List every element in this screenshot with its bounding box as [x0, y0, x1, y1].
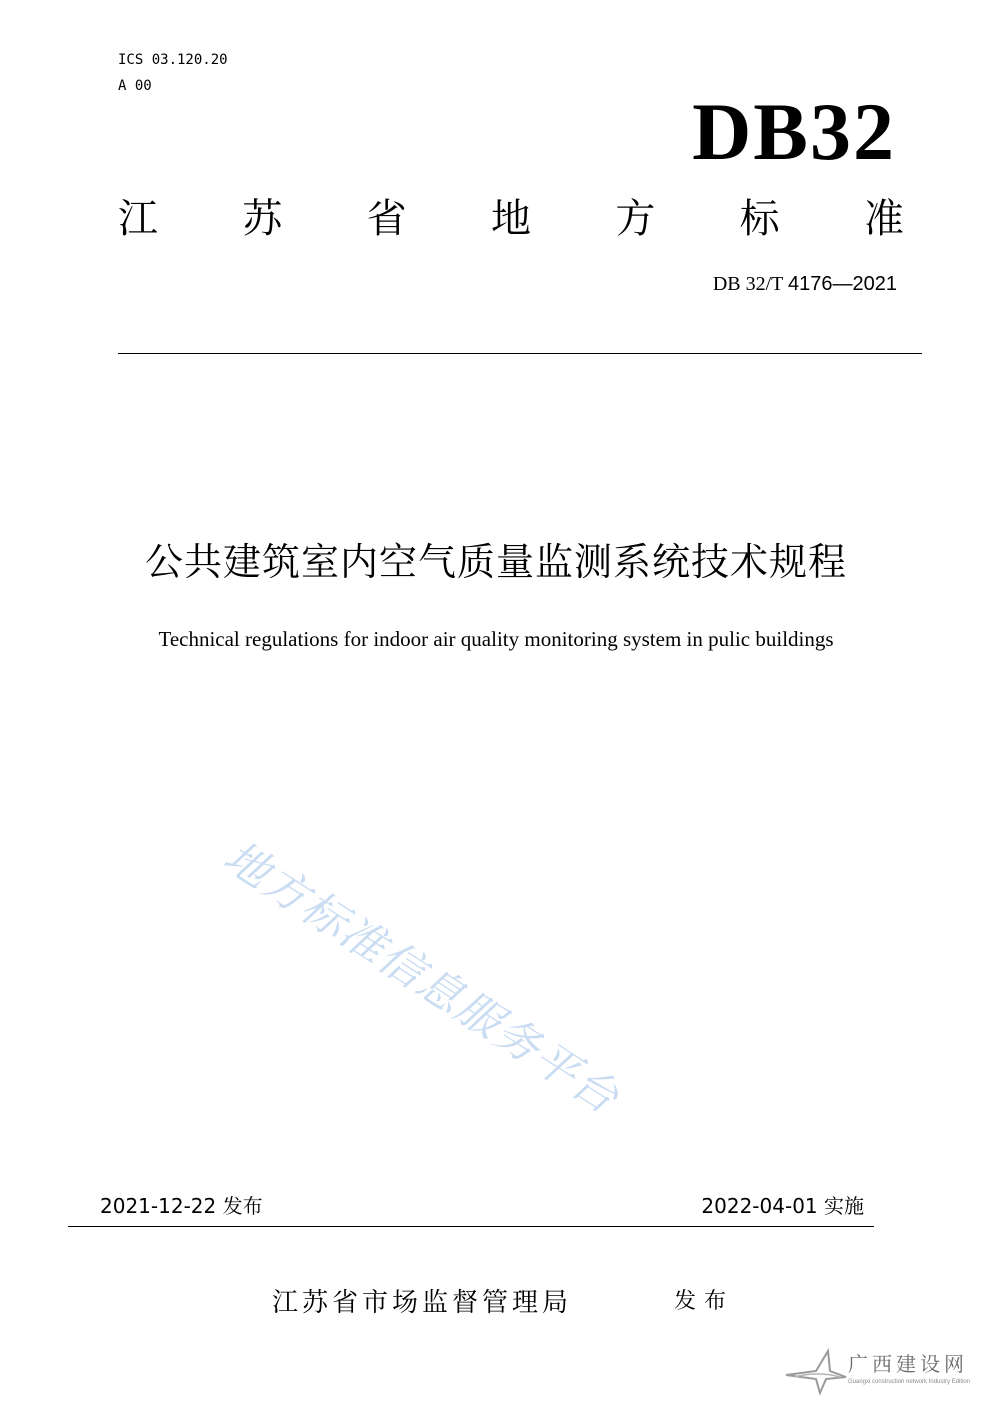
standard-kind-char: 方 [615, 196, 656, 242]
standard-kind-char: 苏 [242, 196, 283, 242]
document-title-english: Technical regulations for indoor air quality monitoring system in pulic buildings [158, 627, 834, 651]
header-divider [118, 353, 922, 354]
standard-number-suffix: 4176—2021 [788, 273, 897, 295]
issuing-action: 发布 [674, 1289, 735, 1314]
implementation-date: 2022-04-01 实施 [701, 1194, 864, 1218]
site-logo-subtitle: Guangxi construction network Industry Edition [848, 1379, 971, 1385]
document-title-chinese: 公共建筑室内空气质量监测系统技术规程 [144, 540, 847, 584]
issuing-authority: 江苏省市场监督管理局 [272, 1288, 573, 1318]
issue-date: 2021-12-22 发布 [100, 1194, 263, 1218]
ics-code: ICS 03.120.20 [118, 52, 228, 68]
standard-kind-char: 省 [366, 196, 407, 242]
standard-code-mark: DB32 [692, 86, 896, 177]
standard-kind-char: 地 [490, 196, 531, 242]
ccs-code: A 00 [118, 78, 152, 94]
watermark: 地方标准信息服务平台 [214, 831, 629, 1125]
standard-kind-char: 江 [118, 196, 158, 242]
standard-kind [118, 194, 904, 244]
standard-kind-char: 标 [739, 196, 780, 242]
standard-kind-char: 准 [863, 196, 904, 242]
standard-number [713, 270, 897, 298]
site-logo-name: 广西建设网 [848, 1352, 968, 1376]
standard-number-prefix: DB 32/T [712, 273, 784, 295]
footer-divider [68, 1226, 874, 1227]
